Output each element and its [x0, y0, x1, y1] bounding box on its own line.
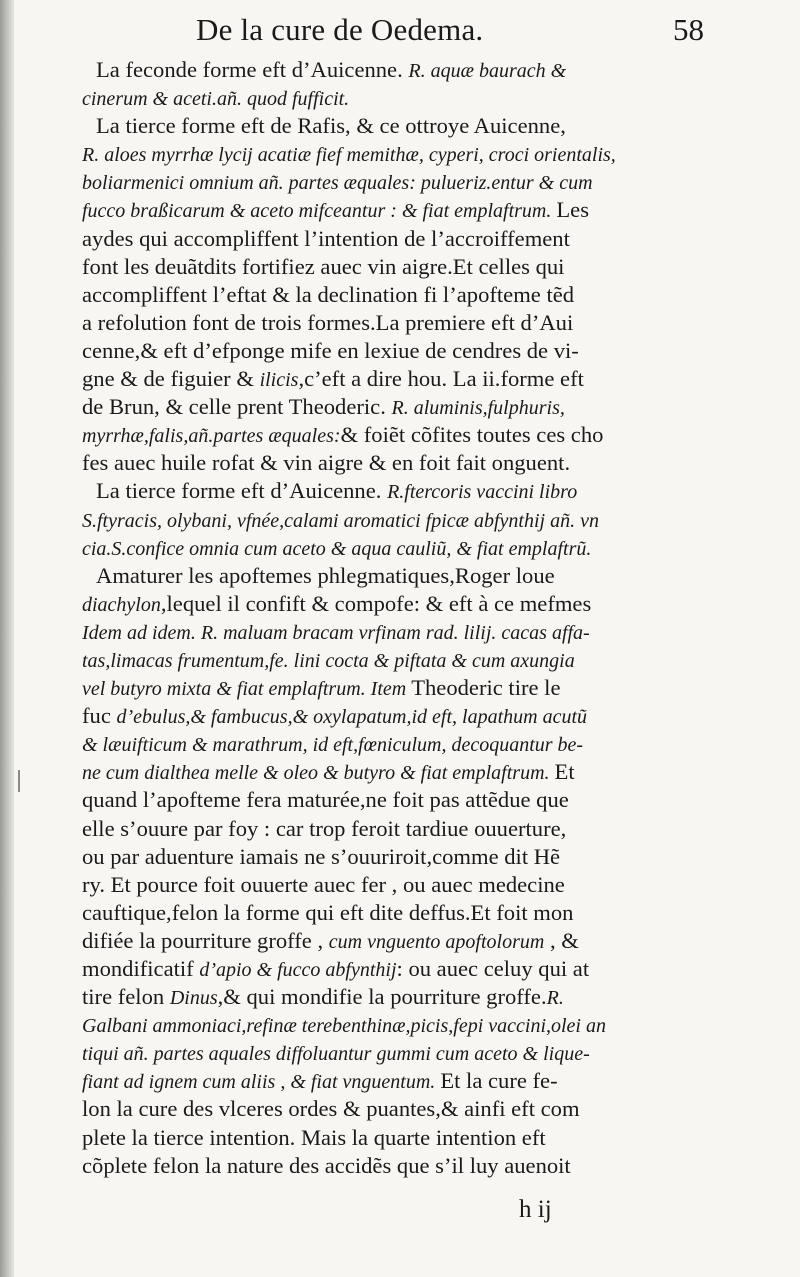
text-line	[82, 225, 694, 253]
text-line	[82, 646, 694, 674]
roman-text: fuc	[82, 703, 117, 729]
italic-text: d’apio & fucco abfynthij	[199, 959, 397, 981]
text-line	[82, 534, 694, 562]
roman-text: Les	[556, 197, 589, 223]
text-line	[82, 1095, 694, 1123]
text-line	[82, 758, 694, 786]
roman-text: ,lequel il confift & compofe: & eft à ce mefmes	[160, 590, 592, 616]
text-line	[82, 309, 694, 337]
roman-text: elle s’ouure par foy : car trop feroit tardiue ouuerture,	[82, 815, 567, 841]
italic-text: ne cum dialthea melle & oleo & butyro & fiat emplaftrum.	[82, 762, 555, 785]
text-line	[82, 730, 694, 758]
text-line	[82, 477, 694, 505]
roman-text: difiée la pourriture groffe ,	[82, 927, 329, 953]
text-line	[82, 1152, 694, 1180]
text-line	[82, 449, 694, 477]
text-line	[82, 393, 694, 421]
text-line	[82, 337, 694, 365]
text-line	[82, 168, 694, 196]
roman-text: Amaturer les apoftemes phlegmatiques,Roger loue	[96, 562, 555, 588]
roman-text: cenne,& eft d’efponge mife en lexiue de cendres de vi-	[82, 337, 579, 363]
italic-text: cum vnguento apoftolorum	[328, 930, 545, 953]
roman-text: La feconde forme eft d’Auicenne.	[96, 57, 409, 82]
text-line	[82, 1039, 694, 1067]
margin-mark	[18, 770, 20, 792]
italic-text: diachylon	[82, 593, 161, 616]
italic-text: R. aloes myrrhæ lycij acatiæ fief memithæ, cyperi, croci orientalis,	[82, 144, 616, 167]
roman-text: cauftique,felon la forme qui eft dite deffus.Et foit mon	[82, 899, 574, 925]
italic-text: R. aluminis,fulphuris,	[391, 397, 565, 420]
roman-text: font les deuãtdits fortifiez auec vin aigre.Et celles qui	[82, 253, 565, 279]
italic-text: R.ftercoris vaccini libro	[387, 481, 578, 504]
text-line	[82, 84, 694, 112]
italic-text: Idem ad idem. R. maluam bracam vrfinam rad. lilij. cacas affa-	[82, 621, 590, 644]
roman-text: de Brun, & celle prent Theoderic.	[82, 394, 392, 420]
text-line	[82, 1124, 694, 1152]
italic-text: Galbani ammoniaci,refinæ terebenthinæ,picis,fepi vaccini,olei an	[82, 1015, 606, 1038]
text-line	[82, 843, 694, 871]
text-line	[82, 506, 694, 534]
text-line	[82, 421, 694, 449]
text-line	[82, 196, 694, 224]
text-line	[82, 112, 694, 140]
text-line	[82, 1067, 694, 1095]
roman-text: a refolution font de trois formes.La premiere eft d’Aui	[82, 309, 574, 335]
roman-text: La tierce forme eft d’Auicenne.	[96, 478, 388, 504]
italic-text: fucco braßicarum & aceto mifceantur : & fiat emplaftrum.	[82, 200, 557, 223]
text-line	[82, 815, 694, 843]
roman-text: , &	[544, 927, 579, 953]
roman-text: ry. Et pource foit ouuerte auec fer , ou auec medecine	[82, 871, 565, 897]
italic-text: cia.S.confice omnia cum aceto & aqua cauliũ, & fiat emplaftrũ.	[82, 537, 592, 560]
text-line	[82, 702, 694, 730]
roman-text: La tierce forme eft de Rafis, & ce ottroye Auicenne,	[96, 113, 566, 139]
italic-text: d’ebulus,& fambucus,& oxylapatum,id eft, lapathum acutũ	[116, 706, 587, 729]
text-line	[82, 1011, 694, 1039]
roman-text: plete la tierce intention. Mais la quarte intention eft	[82, 1124, 546, 1150]
italic-text: fiant ad ignem cum aliis , & fiat vnguentum.	[82, 1071, 441, 1094]
text-line	[82, 562, 694, 590]
roman-text: gne & de figuier &	[82, 366, 260, 392]
roman-text: accompliffent l’eftat & la declination fi l’apofteme tẽd	[82, 281, 575, 307]
italic-text: S.ftyracis, olybani, vfnée,calami aromatici fpicæ abfynthij añ. vn	[82, 509, 599, 532]
text-line	[82, 590, 694, 618]
italic-text: Dinus	[169, 987, 218, 1010]
italic-text: boliarmenici omnium añ. partes æquales: pulueriz.entur & cum	[82, 172, 593, 195]
italic-text: myrrhæ,falis,añ.partes æquales:	[82, 425, 341, 448]
roman-text: tire felon	[82, 984, 170, 1010]
roman-text: ou par aduenture iamais ne s’ouuriroit,comme dit Hẽ	[82, 843, 561, 869]
roman-text: fes auec huile rofat & vin aigre & en foit fait onguent.	[82, 450, 571, 476]
roman-text: aydes qui accompliffent l’intention de l’accroiffement	[82, 225, 570, 251]
italic-text: vel butyro mixta & fiat emplaftrum. Item	[82, 678, 412, 701]
text-line	[82, 281, 694, 309]
italic-text: ilicis	[259, 369, 299, 392]
text-line	[82, 955, 694, 983]
italic-text: tas,limacas frumentum,fe. lini cocta & piftata & cum axungia	[82, 649, 575, 672]
roman-text: lon la cure des vlceres ordes & puantes,& ainfi eft com	[82, 1096, 580, 1122]
text-line	[82, 786, 694, 814]
roman-text: Et la cure fe-	[440, 1068, 558, 1094]
text-line	[82, 253, 694, 281]
running-title: De la cure de Oedema.	[196, 12, 484, 47]
italic-text: cinerum & aceti.añ. quod fufficit.	[82, 88, 350, 111]
page-number: 58	[673, 12, 704, 47]
text-line	[82, 871, 694, 899]
roman-text: Theoderic tire le	[411, 675, 561, 701]
roman-text: Et	[554, 759, 575, 785]
text-line	[82, 618, 694, 646]
roman-text: cõplete felon la nature des accidẽs que s’il luy auenoit	[82, 1152, 571, 1178]
page-header	[196, 12, 704, 48]
text-line	[82, 365, 694, 393]
roman-text: & foiẽt cõfites toutes ces cho	[340, 422, 604, 448]
text-line	[82, 983, 694, 1011]
text-line	[82, 899, 694, 927]
body-text	[82, 56, 694, 1180]
text-line	[82, 140, 694, 168]
roman-text: ,c’eft a dire hou. La ii.forme eft	[298, 366, 584, 392]
italic-text: & læuifticum & marathrum, id eft,fœniculum, decoquantur be-	[82, 734, 584, 757]
italic-text: tiqui añ. partes aquales diffoluantur gummi cum aceto & lique-	[82, 1043, 590, 1066]
roman-text: ,& qui mondifie la pourriture groffe.	[217, 984, 547, 1010]
signature-mark: h ij	[519, 1196, 552, 1223]
italic-text: R.	[546, 987, 564, 1010]
roman-text: : ou auec celuy qui at	[396, 956, 590, 981]
text-line	[82, 56, 694, 84]
text-line	[82, 674, 694, 702]
text-line	[82, 927, 694, 955]
roman-text: mondificatif	[82, 956, 200, 981]
roman-text: quand l’apofteme fera maturée,ne foit pas attẽdue que	[82, 787, 569, 813]
italic-text: R. aquæ baurach &	[408, 60, 567, 82]
